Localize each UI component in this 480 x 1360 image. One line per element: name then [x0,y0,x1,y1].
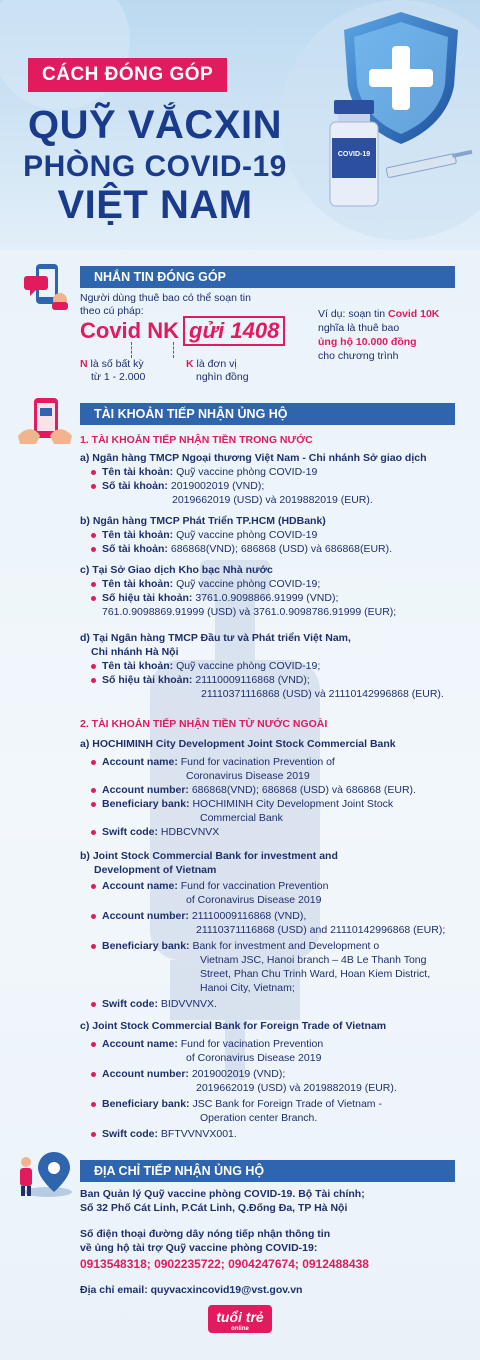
foreign-a-bank-2: Commercial Bank [200,812,283,824]
domestic-bank-a-title: a) Ngân hàng TMCP Ngoại thương Việt Nam - Chi nhánh Sở giao dịch [80,452,427,464]
label: Account number: [102,784,189,796]
email-label: Địa chỉ email: [80,1284,148,1296]
label: Account number: [102,1068,189,1080]
sms-section-heading: NHẮN TIN ĐÓNG GÓP [80,266,455,288]
address-line1: Ban Quản lý Quỹ vaccine phòng COVID-19. Bộ Tài chính; [80,1188,365,1200]
foreign-c-number [91,1068,285,1082]
k-desc-1: là đơn vị [196,358,237,370]
value: 686868(VND); 686868 (USD) và 686868(EUR). [167,543,393,555]
domestic-b-number [91,543,392,557]
foreign-b-number-2: 21110371116868 (USD) and 21110142996868 (EUR); [196,924,446,936]
domestic-bank-b-title: b) Ngân hàng TMCP Phát Triển TP.HCM (HDBank) [80,515,326,527]
domestic-d-name [91,660,320,674]
foreign-b-name [91,880,328,894]
foreign-a-bank [91,798,393,812]
address-section-heading: ĐỊA CHỈ TIẾP NHẬN ỦNG HỘ [80,1160,455,1182]
label: Số hiệu tài khoản: [102,674,193,686]
email-line [80,1284,302,1298]
domestic-c-name [91,578,320,592]
label: Account name: [102,1038,178,1050]
k-key: K [186,358,194,370]
label: Account name: [102,756,178,768]
foreign-a-name [91,756,335,770]
n-key: N [80,358,88,370]
logo-name: tuổi trẻ [216,1309,264,1325]
foreign-c-swift [91,1128,237,1142]
domestic-bank-d-title-2: Chi nhánh Hà Nội [91,646,179,658]
foreign-bank-b-title: b) Joint Stock Commercial Bank for investment and [80,850,338,862]
value: Quỹ vaccine phòng COVID-19; [173,660,321,672]
value: 2019002019 (VND); [188,1068,286,1080]
example-line4: cho chương trình [318,350,399,362]
vial-label: COVID-19 [337,151,371,158]
n-pointer-line [131,342,132,358]
example-line1 [318,308,439,322]
sms-intro-line2: theo cú pháp: [80,305,144,317]
title-line-2: PHÒNG COVID-19 [23,150,287,183]
vaccine-vial-icon [326,98,476,218]
value: Quỹ vaccine phòng COVID-19 [173,466,318,478]
sms-intro-line1: Người dùng thuê bao có thể soạn tin [80,292,251,304]
foreign-b-number [91,910,306,924]
domestic-a-number [91,480,264,494]
label: Swift code: [102,1128,159,1140]
value: Fund for vacination Prevention of [177,756,335,768]
n-desc-2: từ 1 - 2.000 [91,371,146,383]
foreign-b-bank-4: Hanoi City, Vietnam; [200,982,295,994]
email-address: quyvacxincovid19@vst.gov.vn [147,1284,303,1296]
hotline-line2: về ủng hộ tài trợ Quỹ vaccine phòng COVID-19: [80,1242,318,1254]
label: Swift code: [102,998,159,1010]
hotline-line1: Số điện thoại đường dây nóng tiếp nhận thông tin [80,1228,331,1240]
label: Tên tài khoản: [102,529,174,541]
example-prefix: Ví dụ: soạn tin [318,308,389,320]
label: Swift code: [102,826,159,838]
value: Fund for vaccination Prevention [177,880,329,892]
phone-message-icon [22,262,72,310]
n-desc-1: là số bất kỳ [90,358,144,370]
domestic-bank-c-title: c) Tại Sở Giao dịch Kho bạc Nhà nước [80,564,273,576]
k-pointer-line [173,342,174,358]
domestic-c-number-2: 761.0.9098869.91999 (USD) và 3761.0.9098786.91999 (EUR); [102,606,397,618]
label: Số tài khoản: [102,480,168,492]
value: BIDVVNVX. [158,998,217,1010]
domestic-a-number-2: 2019662019 (USD) và 2019882019 (EUR). [172,494,373,506]
foreign-b-bank-2: Vietnam JSC, Hanoi branch – 4B Le Thanh Tong [200,954,427,966]
label: Beneficiary bank: [102,1098,190,1110]
foreign-c-name-2: of Coronavirus Disease 2019 [186,1052,322,1064]
label: Account name: [102,880,178,892]
foreign-a-swift [91,826,219,840]
location-pin-icon [14,1148,76,1198]
foreign-bank-a-title: a) HOCHIMINH City Development Joint Stock Commercial Bank [80,738,396,750]
value: Quỹ vaccine phòng COVID-19; [173,578,321,590]
value: BFTVVNVX001. [158,1128,237,1140]
foreign-c-name [91,1038,323,1052]
label: Số tài khoản: [102,543,168,555]
value: 21110009116868 (VND); [192,674,310,686]
value: Quỹ vaccine phòng COVID-19 [173,529,318,541]
foreign-c-number-2: 2019662019 (USD) và 2019882019 (EUR). [196,1082,397,1094]
value: Fund for vacination Prevention [177,1038,324,1050]
sms-command-text: Covid NK [80,318,179,343]
foreign-b-bank [91,940,379,954]
sms-command [80,316,285,346]
header-banner [0,0,480,250]
domestic-d-number [91,674,310,688]
sms-send-to: gửi 1408 [183,316,285,346]
value: JSC Bank for Foreign Trade of Vietnam - [189,1098,382,1110]
value: 3761.0.9098866.91999 (VND); [192,592,339,604]
address-line2: Số 32 Phố Cát Linh, P.Cát Linh, Q.Đống Đa, TP Hà Nội [80,1202,348,1214]
domestic-bank-d-title: d) Tại Ngân hàng TMCP Đầu tư và Phát triển Việt Nam, [80,632,351,644]
tuoi-tre-logo [208,1305,272,1333]
value: 686868(VND); 686868 (USD) và 686868 (EUR). [188,784,416,796]
foreign-c-bank-2: Operation center Branch. [200,1112,318,1124]
foreign-b-swift [91,998,217,1012]
value: 21110009116868 (VND), [188,910,307,922]
label: Beneficiary bank: [102,940,190,952]
domestic-b-name [91,529,317,543]
n-explanation [80,358,144,372]
foreign-bank-b-title-2: Development of Vietnam [94,864,217,876]
value: 2019002019 (VND); [167,480,265,492]
domestic-c-number [91,592,338,606]
foreign-b-bank-3: Street, Phan Chu Trinh Ward, Hoan Kiem District, [200,968,431,980]
example-amount: ủng hộ 10.000 đồng [318,336,417,348]
phone-bank-icon [16,396,74,446]
label: Tên tài khoản: [102,578,174,590]
title-line-1: QUỸ VẮCXIN [28,103,282,147]
logo-sub: online [231,1326,249,1332]
label: Tên tài khoản: [102,660,174,672]
foreign-b-name-2: of Coronavirus Disease 2019 [186,894,322,906]
foreign-accounts-title: 2. TÀI KHOẢN TIẾP NHẬN TIỀN TỪ NƯỚC NGOÀI [80,718,328,730]
hotline-numbers: 0913548318; 0902235722; 0904247674; 0912488438 [80,1257,369,1271]
domestic-accounts-title: 1. TÀI KHOẢN TIẾP NHẬN TIỀN TRONG NƯỚC [80,434,313,446]
title-line-3: VIỆT NAM [57,183,253,227]
label: Account number: [102,910,189,922]
value: HDBCVNVX [158,826,220,838]
label: Số hiệu tài khoản: [102,592,193,604]
foreign-bank-c-title: c) Joint Stock Commercial Bank for Foreign Trade of Vietnam [80,1020,387,1032]
domestic-a-name [91,466,317,480]
example-line2: nghĩa là thuê bao [318,322,400,334]
foreign-a-name-2: Coronavirus Disease 2019 [186,770,310,782]
k-explanation [186,358,237,372]
accounts-section-heading: TÀI KHOẢN TIẾP NHẬN ỦNG HỘ [80,403,455,425]
label: Beneficiary bank: [102,798,190,810]
ribbon-label: CÁCH ĐÓNG GÓP [28,58,227,92]
example-command: Covid 10K [388,308,440,320]
k-desc-2: nghìn đồng [196,371,249,383]
value: HOCHIMINH City Development Joint Stock [189,798,394,810]
label: Tên tài khoản: [102,466,174,478]
domestic-d-number-2: 21110371116868 (USD) và 21110142996868 (EUR). [201,688,444,700]
foreign-c-bank [91,1098,382,1112]
foreign-a-number [91,784,416,798]
value: Bank for investment and Development o [189,940,380,952]
